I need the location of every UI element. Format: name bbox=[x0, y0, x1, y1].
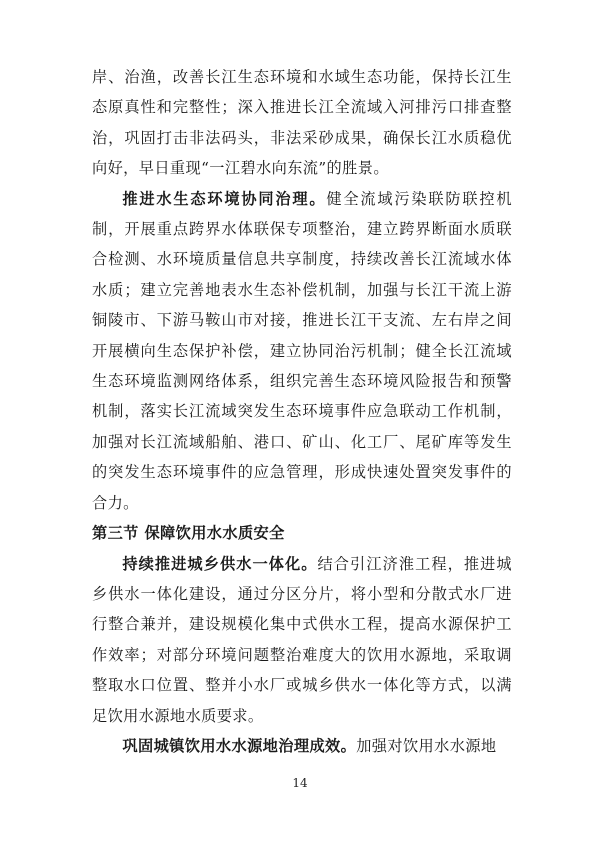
section-heading-3: 第三节 保障饮用水水质安全 bbox=[92, 524, 285, 543]
paragraph-lead-in: 巩固城镇饮用水水源地治理成效。 bbox=[122, 736, 357, 755]
paragraph-text: 结合引江济淮工程，推进城乡供水一体化建设，通过分区分片，将小型和分散式水厂进行整合兼并，建设规模化集中式供水工程，提高水源保护工作效率；对部分环境问题整治难度大的饮用水源地，采取调整取水口位置、整并小水厂或城乡供水一体化等方式，以满足饮用水源地水质要求。 bbox=[92, 554, 512, 725]
paragraph-drinking-water-source bbox=[92, 731, 512, 761]
paragraph-lead-in: 推进水生态环境协同治理。 bbox=[122, 189, 327, 208]
paragraph-lead-in: 持续推进城乡供水一体化。 bbox=[122, 554, 318, 573]
paragraph-urban-rural-water-supply bbox=[92, 549, 512, 731]
paragraph-text: 加强对饮用水水源地 bbox=[356, 736, 497, 755]
paragraph-water-eco-coordination bbox=[92, 184, 512, 518]
paragraph-text: 健全流域污染联防联控机制，开展重点跨界水体联保专项整治，建立跨界断面水质联合检测、水环境质量信息共享制度，持续改善长江流域水体水质；建立完善地表水生态补偿机制，加强与长江干流上游铜陵市、下游马鞍山市对接，推进长江干支流、左右岸之间开展横向生态保护补偿，建立协同治污机制；健全长江流域生态环境监测网络体系，组织完善生态环境风险报告和预警机制，落实长江流域突发生态环境事件应急联动工作机制，加强对长江流域船舶、港口、矿山、化工厂、尾矿库等发生的突发生态环境事件的应急管理，形成快速处置突发事件的合力。 bbox=[92, 189, 512, 512]
paragraph-continued: 岸、治渔，改善长江生态环境和水域生态功能，保持长江生态原真性和完整性；深入推进长江全流域入河排污口排查整治，巩固打击非法码头，非法采砂成果，确保长江水质稳优向好，早日重现“一江碧水向东流”的胜景。 bbox=[92, 68, 512, 178]
page-body bbox=[92, 62, 512, 761]
page-number: 14 bbox=[292, 776, 308, 790]
